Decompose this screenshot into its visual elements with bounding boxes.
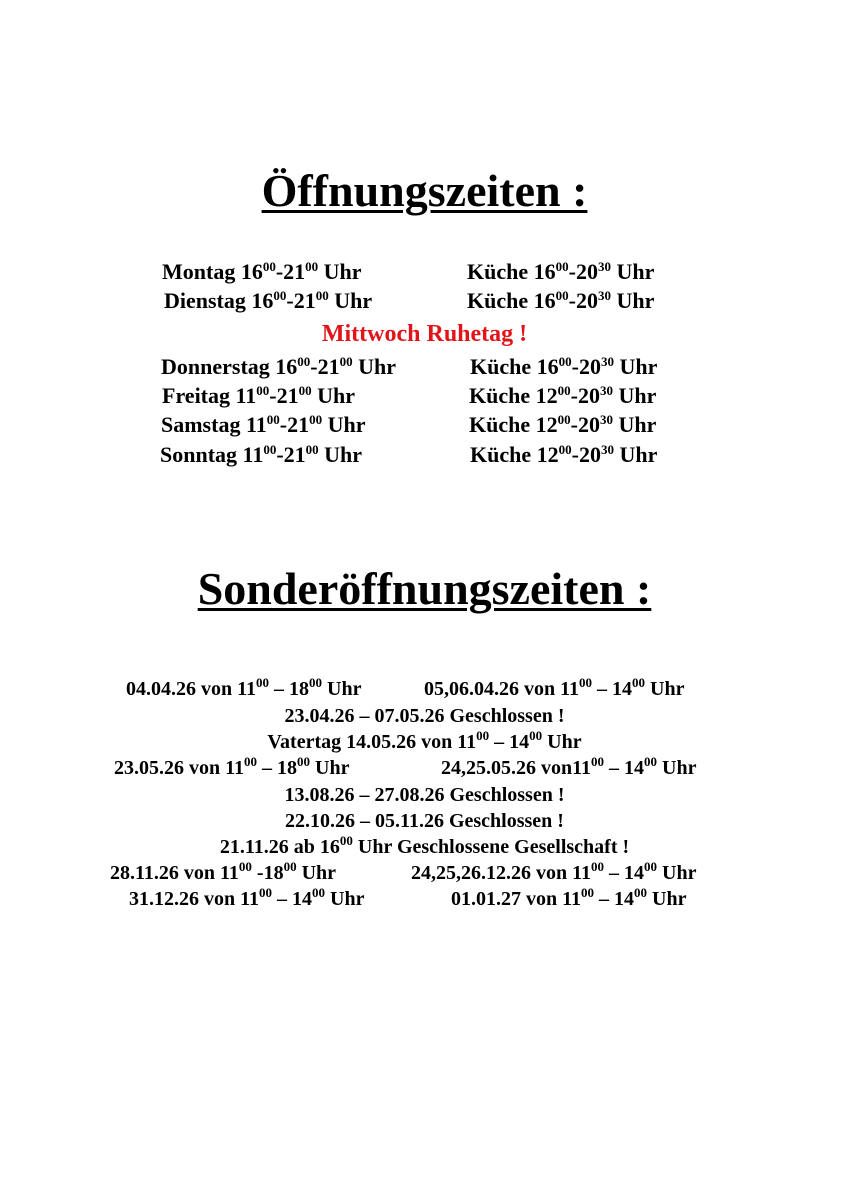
- unit-label: Uhr: [612, 383, 657, 408]
- minutes-superscript: 00: [305, 259, 319, 274]
- minutes-superscript: 00: [529, 728, 543, 743]
- minutes-superscript: 00: [273, 288, 287, 303]
- special-line-4b: [441, 754, 697, 779]
- opening-row-kitchen: [467, 290, 654, 312]
- kitchen-label: Küche 16: [467, 288, 556, 313]
- opening-hours-title: Öffnungszeiten :: [261, 165, 588, 216]
- text-part: – 14: [489, 731, 530, 753]
- text-part: Vatertag 14.05.26 von 11: [267, 731, 477, 753]
- text-part: -20: [570, 383, 600, 408]
- text-part: -20: [568, 288, 598, 313]
- minutes-superscript: 00: [339, 833, 353, 848]
- minutes-superscript: 00: [555, 288, 569, 303]
- minutes-superscript: 00: [558, 442, 572, 457]
- text-part: 04.04.26 von 11: [126, 678, 257, 700]
- special-line-8a: [110, 859, 337, 884]
- special-line-6: 22.10.26 – 05.11.26 Geschlossen !: [285, 810, 564, 832]
- special-line-4a: [114, 754, 350, 779]
- minutes-superscript: 00: [591, 754, 605, 769]
- text-part: Uhr: [322, 678, 362, 700]
- day-label: Sonntag 11: [160, 442, 264, 467]
- text-part: – 14: [594, 888, 635, 910]
- kitchen-label: Küche 16: [470, 354, 559, 379]
- text-part: -21: [276, 442, 306, 467]
- kitchen-label: Küche 12: [470, 442, 559, 467]
- minutes-superscript: 30: [599, 412, 613, 427]
- text-part: 01.01.27 von 11: [451, 888, 582, 910]
- day-label: Donnerstag 16: [161, 354, 298, 379]
- minutes-superscript: 00: [256, 383, 270, 398]
- minutes-superscript: 00: [309, 412, 323, 427]
- unit-label: Uhr: [613, 354, 658, 379]
- minutes-superscript: 00: [263, 442, 277, 457]
- minutes-superscript: 30: [597, 288, 611, 303]
- text-part: -20: [571, 442, 601, 467]
- kitchen-label: Küche 12: [469, 383, 558, 408]
- text-part: – 14: [272, 888, 313, 910]
- text-part: Uhr: [657, 862, 697, 884]
- text-part: – 18: [257, 757, 298, 779]
- text-part: -21: [279, 412, 310, 437]
- minutes-superscript: 00: [315, 288, 329, 303]
- text-part: -20: [571, 354, 601, 379]
- minutes-superscript: 00: [644, 754, 658, 769]
- opening-row-kitchen: [467, 261, 654, 283]
- unit-label: Uhr: [610, 259, 655, 284]
- minutes-superscript: 00: [579, 675, 593, 690]
- special-line-5: 13.08.26 – 27.08.26 Geschlossen !: [284, 784, 565, 806]
- opening-row-hours: [162, 385, 355, 407]
- day-label: Montag 16: [162, 259, 263, 284]
- text-part: 28.11.26 von 11: [110, 862, 239, 884]
- text-part: – 14: [604, 862, 645, 884]
- minutes-superscript: 00: [634, 885, 648, 900]
- day-label: Freitag 11: [162, 383, 257, 408]
- kitchen-label: Küche 16: [467, 259, 556, 284]
- minutes-superscript: 00: [297, 354, 311, 369]
- opening-row-kitchen: [470, 356, 657, 378]
- text-part: – 18: [269, 678, 310, 700]
- text-part: Uhr: [296, 862, 337, 884]
- special-hours-title: Sonderöffnungszeiten :: [197, 563, 652, 614]
- opening-row-hours: [162, 261, 362, 283]
- minutes-superscript: 00: [558, 354, 572, 369]
- minutes-superscript: 00: [312, 885, 326, 900]
- text-part: Uhr: [542, 731, 582, 753]
- special-line-1a: [126, 675, 362, 700]
- text-part: -20: [570, 412, 600, 437]
- text-part: Uhr Geschlossene Gesellschaft !: [352, 836, 630, 858]
- minutes-superscript: 00: [632, 675, 646, 690]
- rest-day-notice: Mittwoch Ruhetag !: [321, 321, 528, 347]
- kitchen-label: Küche 12: [469, 412, 558, 437]
- minutes-superscript: 00: [591, 859, 605, 874]
- text-part: 24,25,26.12.26 von 11: [411, 862, 592, 884]
- minutes-superscript: 00: [476, 728, 490, 743]
- minutes-superscript: 00: [339, 354, 353, 369]
- opening-row-hours: [160, 444, 362, 466]
- unit-label: Uhr: [311, 383, 356, 408]
- text-part: Uhr: [647, 888, 687, 910]
- minutes-superscript: 00: [238, 859, 252, 874]
- text-part: -21: [269, 383, 299, 408]
- minutes-superscript: 00: [555, 259, 569, 274]
- special-line-9b: [451, 885, 687, 910]
- text-part: 24,25.05.26 von11: [441, 757, 592, 779]
- unit-label: Uhr: [318, 442, 363, 467]
- minutes-superscript: 00: [244, 754, 258, 769]
- text-part: 31.12.26 von 11: [129, 888, 260, 910]
- special-line-2: 23.04.26 – 07.05.26 Geschlossen !: [284, 705, 565, 727]
- minutes-superscript: 00: [298, 383, 312, 398]
- text-part: Uhr: [657, 757, 697, 779]
- minutes-superscript: 00: [557, 383, 571, 398]
- unit-label: Uhr: [352, 354, 396, 379]
- minutes-superscript: 30: [599, 383, 613, 398]
- special-line-7: [0, 833, 849, 858]
- unit-label: Uhr: [613, 442, 658, 467]
- unit-label: Uhr: [612, 412, 657, 437]
- special-line-9a: [129, 885, 365, 910]
- text-part: 05,06.04.26 von 11: [424, 678, 580, 700]
- opening-row-hours: [161, 414, 365, 436]
- text-part: -21: [286, 288, 316, 313]
- text-part: Uhr: [325, 888, 365, 910]
- minutes-superscript: 00: [305, 442, 319, 457]
- opening-row-kitchen: [470, 444, 657, 466]
- text-part: -21: [275, 259, 306, 284]
- special-line-8b: [411, 859, 697, 884]
- unit-label: Uhr: [328, 288, 373, 313]
- minutes-superscript: 00: [256, 675, 270, 690]
- special-line-3: [0, 728, 849, 753]
- opening-row-kitchen: [469, 414, 656, 436]
- text-part: 21.11.26 ab 16: [219, 836, 340, 858]
- minutes-superscript: 00: [262, 259, 276, 274]
- text-part: Uhr: [645, 678, 685, 700]
- minutes-superscript: 00: [309, 675, 323, 690]
- minutes-superscript: 00: [259, 885, 273, 900]
- minutes-superscript: 30: [600, 354, 614, 369]
- text-part: -21: [310, 354, 340, 379]
- unit-label: Uhr: [322, 412, 366, 437]
- text-part: – 14: [604, 757, 645, 779]
- opening-row-hours: [164, 290, 372, 312]
- unit-label: Uhr: [610, 288, 655, 313]
- text-part: 23.05.26 von 11: [114, 757, 245, 779]
- opening-row-hours: [161, 356, 396, 378]
- minutes-superscript: 00: [644, 859, 658, 874]
- special-line-1b: [424, 675, 685, 700]
- text-part: -18: [251, 862, 284, 884]
- opening-row-kitchen: [469, 385, 656, 407]
- text-part: -20: [568, 259, 598, 284]
- minutes-superscript: 30: [597, 259, 611, 274]
- day-label: Samstag 11: [161, 412, 267, 437]
- day-label: Dienstag 16: [164, 288, 274, 313]
- minutes-superscript: 00: [266, 412, 280, 427]
- minutes-superscript: 30: [600, 442, 614, 457]
- unit-label: Uhr: [318, 259, 362, 284]
- minutes-superscript: 00: [297, 754, 311, 769]
- minutes-superscript: 00: [283, 859, 297, 874]
- minutes-superscript: 00: [557, 412, 571, 427]
- text-part: Uhr: [310, 757, 350, 779]
- minutes-superscript: 00: [581, 885, 595, 900]
- text-part: – 14: [592, 678, 633, 700]
